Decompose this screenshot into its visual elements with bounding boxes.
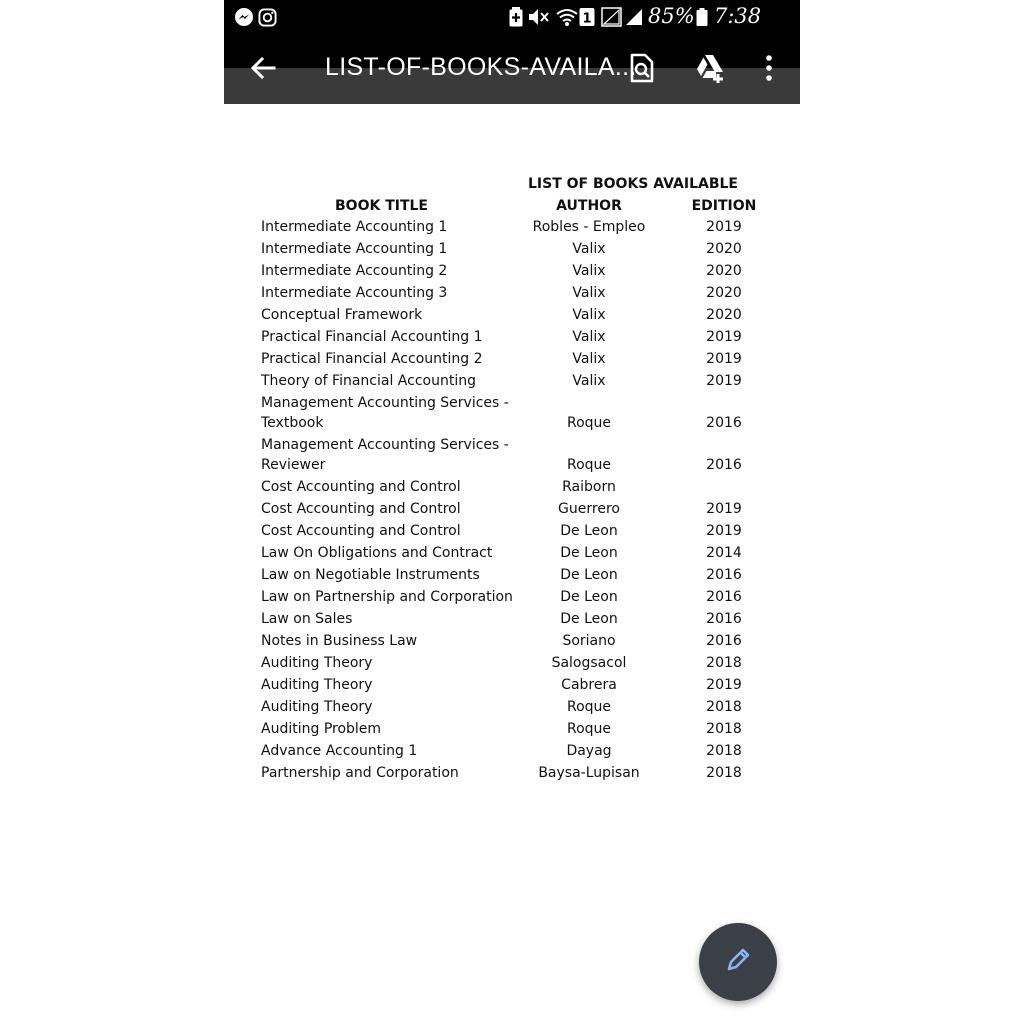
book-title-line: Cost Accounting and Control — [261, 523, 461, 539]
author-cell: Valix — [572, 285, 606, 301]
book-title-line: Intermediate Accounting 1 — [261, 219, 448, 235]
more-vert-icon — [765, 55, 773, 86]
table-row — [224, 741, 800, 761]
edition-cell: 2018 — [706, 765, 742, 781]
author-cell: Soriano — [562, 633, 616, 649]
edition-cell: 2016 — [706, 415, 742, 431]
table-row — [224, 349, 800, 369]
edit-fab-button[interactable] — [699, 923, 777, 1001]
table-row — [224, 675, 800, 695]
signal-icon — [625, 0, 643, 34]
clock: 7:38 — [714, 4, 762, 28]
book-title-line: Practical Financial Accounting 1 — [261, 329, 483, 345]
book-title-cell — [261, 327, 483, 347]
table-row — [224, 587, 800, 607]
book-title-cell — [261, 435, 509, 475]
book-title-cell — [261, 609, 352, 629]
book-title-cell — [261, 393, 509, 433]
drive-add-icon — [694, 53, 728, 88]
edition-cell: 2019 — [706, 351, 742, 367]
author-cell: Roque — [566, 721, 612, 737]
book-title-line: Conceptual Framework — [261, 307, 423, 323]
author-cell: Dayag — [566, 743, 612, 759]
table-row — [224, 521, 800, 541]
book-title-cell — [261, 587, 513, 607]
book-title-cell — [261, 741, 417, 761]
wifi-icon — [555, 0, 579, 34]
book-title-cell — [261, 719, 381, 739]
column-header-author: AUTHOR — [556, 198, 622, 214]
author-cell: Valix — [572, 307, 606, 323]
author-cell: Valix — [572, 329, 606, 345]
table-row — [224, 499, 800, 519]
table-row — [224, 763, 800, 783]
book-title-line: Textbook — [261, 415, 324, 431]
book-title-line: Law On Obligations and Contract — [261, 545, 493, 561]
author-cell: Salogsacol — [551, 655, 627, 671]
book-title-line: Intermediate Accounting 3 — [261, 285, 448, 301]
document-search-icon — [629, 53, 655, 88]
edition-cell: 2019 — [706, 219, 742, 235]
edition-cell: 2018 — [706, 743, 742, 759]
book-title-cell — [261, 565, 480, 585]
book-title-line: Theory of Financial Accounting — [261, 373, 476, 389]
edition-cell: 2016 — [706, 457, 742, 473]
battery-saver-icon — [509, 0, 523, 34]
edition-cell: 2016 — [706, 633, 742, 649]
book-title-line: Intermediate Accounting 1 — [261, 241, 448, 257]
author-cell: Roque — [566, 699, 612, 715]
edition-cell: 2018 — [706, 655, 742, 671]
table-row — [224, 217, 800, 237]
book-title-line: Auditing Theory — [261, 677, 373, 693]
phone-screen — [224, 0, 800, 1024]
document-page — [224, 104, 800, 1024]
table-row — [224, 305, 800, 325]
more-options-button[interactable] — [747, 48, 791, 92]
author-cell: Guerrero — [558, 501, 620, 517]
table-row — [224, 239, 800, 259]
find-in-document-button[interactable] — [620, 48, 664, 92]
table-row — [224, 653, 800, 673]
author-cell: Robles - Empleo — [532, 219, 646, 235]
sim-icon — [579, 0, 595, 34]
book-title-line: Auditing Theory — [261, 655, 373, 671]
table-row — [224, 631, 800, 651]
document-title: LIST-OF-BOOKS-AVAILA... — [325, 53, 637, 81]
column-header-edition: EDITION — [691, 198, 757, 214]
book-title-cell — [261, 653, 372, 673]
book-title-cell — [261, 305, 422, 325]
book-title-line: Law on Partnership and Corporation — [261, 589, 513, 605]
svg-text:1: 1 — [582, 11, 592, 27]
book-title-line: Practical Financial Accounting 2 — [261, 351, 483, 367]
author-cell: De Leon — [560, 523, 618, 539]
edition-cell: 2019 — [706, 329, 742, 345]
back-button[interactable] — [241, 48, 285, 92]
author-cell: Valix — [572, 263, 606, 279]
book-title-line: Partnership and Corporation — [261, 765, 459, 781]
author-cell: De Leon — [560, 589, 618, 605]
author-cell: Roque — [566, 457, 612, 473]
book-title-cell — [261, 217, 447, 237]
book-title-cell — [261, 499, 461, 519]
table-row — [224, 283, 800, 303]
author-cell: De Leon — [560, 545, 618, 561]
author-cell: De Leon — [560, 567, 618, 583]
app-bar — [224, 34, 800, 104]
book-title-line: Notes in Business Law — [261, 633, 418, 649]
table-row — [224, 435, 800, 475]
table-row — [224, 371, 800, 391]
table-row — [224, 261, 800, 281]
add-to-drive-button[interactable] — [689, 48, 733, 92]
book-title-line: Management Accounting Services - — [261, 437, 509, 453]
table-row — [224, 327, 800, 347]
edition-cell: 2019 — [706, 501, 742, 517]
edition-cell: 2018 — [706, 721, 742, 737]
book-title-cell — [261, 543, 492, 563]
edition-cell: 2020 — [706, 307, 742, 323]
author-cell: Valix — [572, 373, 606, 389]
author-cell: De Leon — [560, 611, 618, 627]
book-title-line: Cost Accounting and Control — [261, 479, 461, 495]
edition-cell: 2014 — [706, 545, 742, 561]
messenger-icon — [234, 0, 254, 34]
battery-icon — [696, 0, 708, 34]
edition-cell: 2020 — [706, 241, 742, 257]
table-row — [224, 393, 800, 433]
edition-cell: 2019 — [706, 677, 742, 693]
battery-percent: 85% — [648, 4, 695, 28]
book-title-line: Auditing Theory — [261, 699, 373, 715]
edition-cell: 2019 — [706, 373, 742, 389]
edition-cell: 2020 — [706, 263, 742, 279]
table-row — [224, 697, 800, 717]
table-row — [224, 477, 800, 497]
document-heading: LIST OF BOOKS AVAILABLE — [528, 176, 738, 192]
book-title-line: Cost Accounting and Control — [261, 501, 461, 517]
signal-icon — [601, 0, 623, 34]
author-cell: Valix — [572, 351, 606, 367]
edition-cell: 2019 — [706, 523, 742, 539]
mute-icon — [528, 0, 550, 34]
author-cell: Raiborn — [562, 479, 616, 495]
book-title-cell — [261, 763, 459, 783]
instagram-icon — [258, 0, 277, 34]
edition-cell: 2020 — [706, 285, 742, 301]
book-title-cell — [261, 521, 461, 541]
table-row — [224, 719, 800, 739]
book-title-line: Advance Accounting 1 — [261, 743, 418, 759]
book-title-line: Law on Negotiable Instruments — [261, 567, 480, 583]
table-row — [224, 565, 800, 585]
book-title-cell — [261, 675, 372, 695]
pencil-icon — [723, 945, 753, 980]
book-title-line: Auditing Problem — [261, 721, 382, 737]
edition-cell: 2016 — [706, 567, 742, 583]
book-title-line: Management Accounting Services - — [261, 395, 509, 411]
book-title-cell — [261, 477, 461, 497]
author-cell: Cabrera — [561, 677, 617, 693]
book-title-line: Intermediate Accounting 2 — [261, 263, 448, 279]
back-arrow-icon — [250, 55, 276, 86]
author-cell: Baysa-Lupisan — [538, 765, 640, 781]
book-title-cell — [261, 371, 476, 391]
book-title-cell — [261, 349, 483, 369]
book-title-cell — [261, 697, 372, 717]
edition-cell: 2016 — [706, 611, 742, 627]
author-cell: Roque — [566, 415, 612, 431]
edition-cell: 2018 — [706, 699, 742, 715]
book-title-cell — [261, 239, 447, 259]
edition-cell: 2016 — [706, 589, 742, 605]
book-title-line: Reviewer — [261, 457, 326, 473]
book-title-line: Law on Sales — [261, 611, 353, 627]
book-title-cell — [261, 631, 417, 651]
author-cell: Valix — [572, 241, 606, 257]
book-title-cell — [261, 283, 447, 303]
column-header-title: BOOK TITLE — [335, 198, 428, 214]
table-row — [224, 609, 800, 629]
book-title-cell — [261, 261, 447, 281]
status-bar — [224, 0, 800, 34]
table-row — [224, 543, 800, 563]
